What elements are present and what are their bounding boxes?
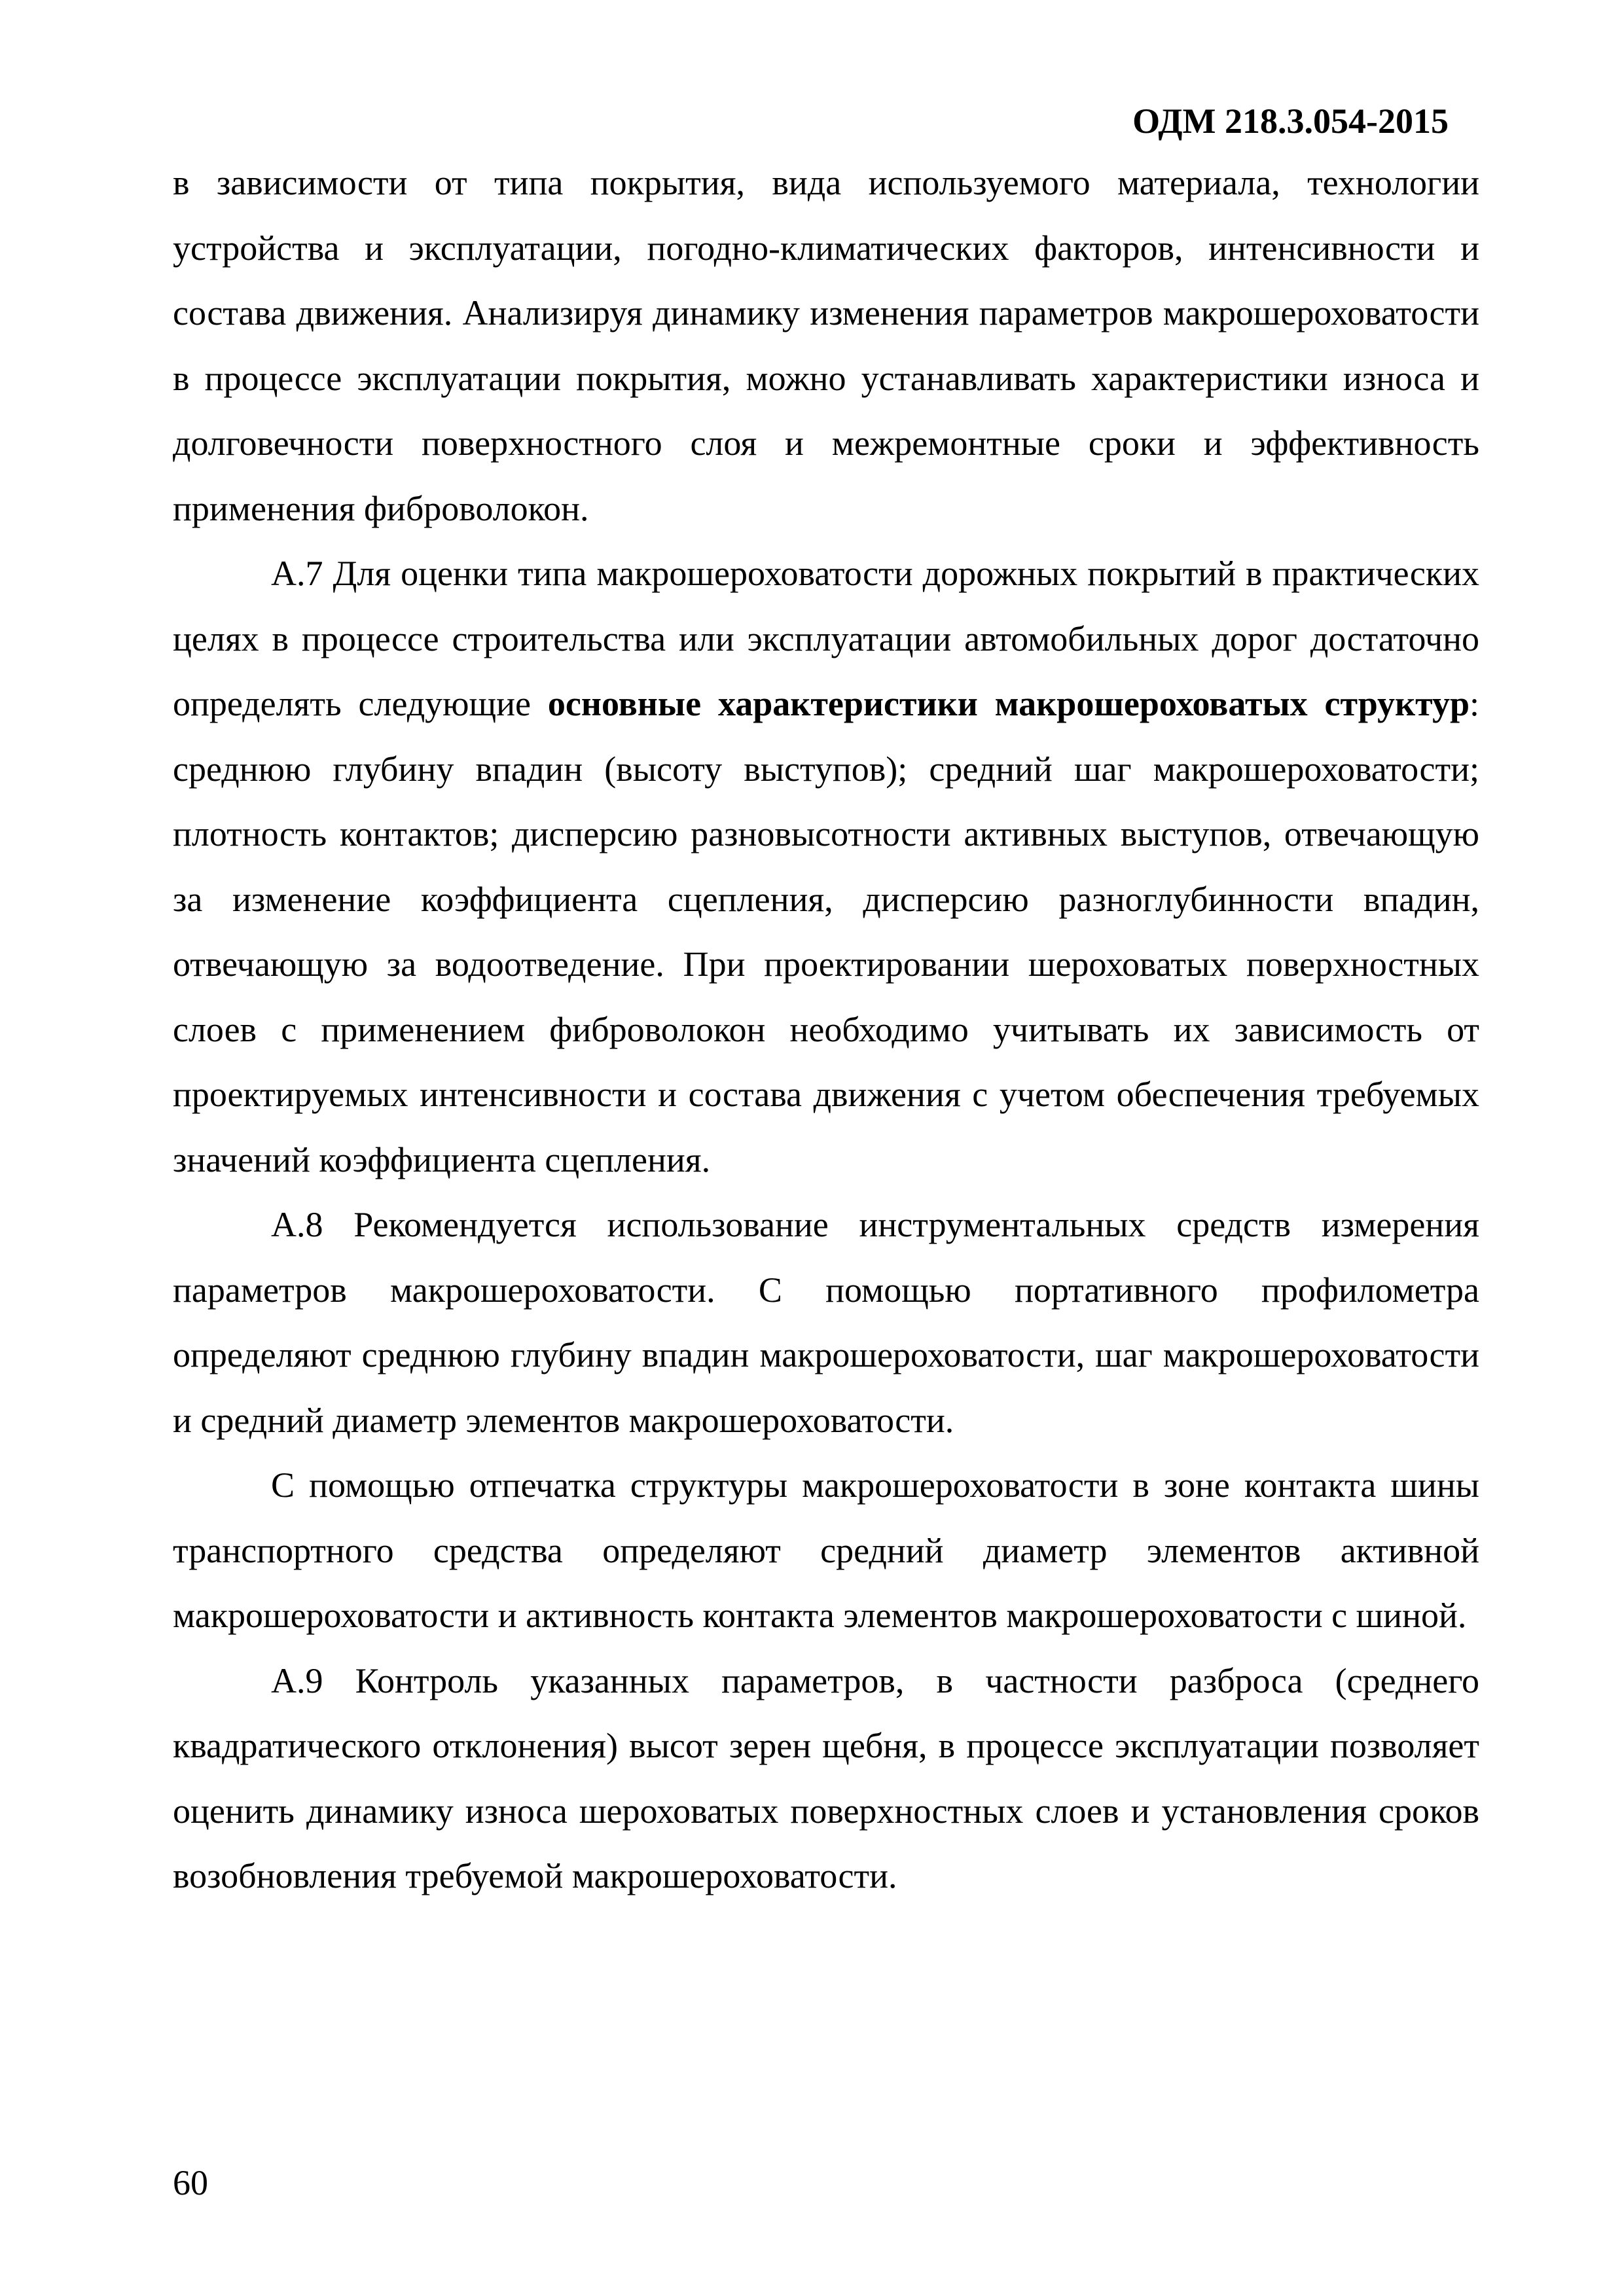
paragraph-a7 [173,541,1479,1193]
paragraph-a7-text-start: А.7 Для оценки типа макрошероховатости дорожных покрытий в практических целях в процессе строительства или эксплуатации автомобильных дорог достаточно определять следующие [173,554,1479,723]
paragraph-a8: А.8 Рекомендуется использование инструментальных средств измерения параметров макрошероховатости. С помощью портативного профилометра определяют среднюю глубину впадин макрошероховатости, шаг макрошероховатости и средний диаметр элементов макрошероховатости. [173,1205,1479,1440]
paragraph-a9: А.9 Контроль указанных параметров, в частности разброса (среднего квадратического отклонения) высот зерен щебня, в процессе эксплуатации позволяет оценить динамику износа шероховатых поверхностных слоев и установления сроков возобновления требуемой макрошероховатости. [173,1660,1479,1895]
page-number: 60 [173,2163,208,2202]
paragraph-continuation: в зависимости от типа покрытия, вида используемого материала, технологии устройства и эксплуатации, погодно-климатических факторов, интенсивности и состава движения. Анализируя динамику изменения параметров макрошероховатости в процессе эксплуатации покрытия, можно устанавливать характеристики износа и долговечности поверхностного слоя и межремонтные сроки и эффективность применения фиброволокон. [173,163,1479,528]
paragraph-imprint: С помощью отпечатка структуры макрошероховатости в зоне контакта шины транспортного средства определяют средний диаметр элементов активной макрошероховатости и активность контакта элементов макрошероховатости с шиной. [173,1465,1479,1635]
paragraph-a7-text-end: : среднюю глубину впадин (высоту выступов); средний шаг макрошероховатости; плотность контактов; дисперсию разновысотности активных выступов, отвечающую за изменение коэффициента сцепления, дисперсию разноглубинности впадин, отвечающую за водоотведение. При проектировании шероховатых поверхностных слоев с применением фиброволокон необходимо учитывать их зависимость от проектируемых интенсивности и состава движения с учетом обеспечения требуемых значений коэффициента сцепления. [173,684,1479,1179]
body-text [173,151,1479,1909]
paragraph-a7-bold-term: основные характеристики макрошероховатых структур [547,684,1470,723]
document-code: ОДМ 218.3.054-2015 [1132,101,1449,141]
